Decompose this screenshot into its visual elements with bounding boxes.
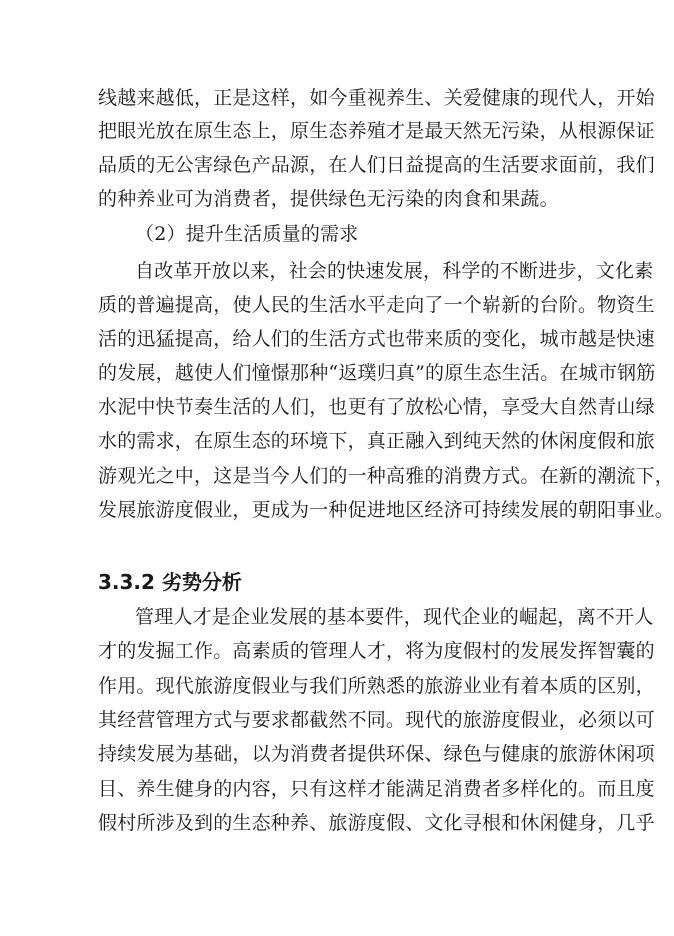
text-line: 游观光之中，这是当今人们的一种高雅的消费方式。在新的潮流下， bbox=[98, 465, 674, 487]
text-line: 把眼光放在原生态上，原生态养殖才是最天然无污染，从根源保证 bbox=[98, 120, 655, 142]
text-line: 自改革开放以来，社会的快速发展，科学的不断进步，文化素 bbox=[135, 260, 654, 282]
text-line: 假村所涉及到的生态种养、旅游度假、文化寻根和休闲健身，几乎 bbox=[98, 812, 655, 834]
text-line: 其经营管理方式与要求都截然不同。现代的旅游度假业，必须以可 bbox=[98, 709, 655, 731]
text-line: 水的需求，在原生态的环境下，真正融入到纯天然的休闲度假和旅 bbox=[98, 430, 655, 452]
text-line: 发展旅游度假业，更成为一种促进地区经济可持续发展的朝阳事业。 bbox=[98, 499, 674, 521]
text-line: 的发展，越使人们憧憬那种“返璞归真”的原生态生活。在城市钢筋 bbox=[98, 362, 656, 384]
text-line: 品质的无公害绿色产品源，在人们日益提高的生活要求面前，我们 bbox=[98, 154, 655, 176]
text-line: 的种养业可为消费者，提供绿色无污染的肉食和果蔬。 bbox=[98, 188, 559, 210]
text-line: 目、养生健身的内容，只有这样才能满足消费者多样化的。而且度 bbox=[98, 778, 655, 800]
section-heading: 3.3.2 劣势分析 bbox=[98, 570, 242, 594]
text-line: 水泥中快节奏生活的人们，也更有了放松心情，享受大自然青山绿 bbox=[98, 396, 655, 418]
text-line: 质的普遍提高，使人民的生活水平走向了一个崭新的台阶。物资生 bbox=[98, 294, 655, 316]
text-line: 线越来越低，正是这样，如今重视养生、关爱健康的现代人，开始 bbox=[98, 87, 655, 109]
text-line: 才的发掘工作。高素质的管理人才，将为度假村的发展发挥智囊的 bbox=[98, 640, 655, 662]
text-line: 作用。现代旅游度假业与我们所熟悉的旅游业业有着本质的区别， bbox=[98, 675, 655, 697]
text-line: 管理人才是企业发展的基本要件，现代企业的崛起，离不开人 bbox=[135, 606, 654, 628]
text-line: 持续发展为基础，以为消费者提供环保、绿色与健康的旅游休闲项 bbox=[98, 743, 655, 765]
subheading: （2）提升生活质量的需求 bbox=[135, 223, 359, 245]
text-line: 活的迅猛提高，给人们的生活方式也带来质的变化，城市越是快速 bbox=[98, 328, 655, 350]
